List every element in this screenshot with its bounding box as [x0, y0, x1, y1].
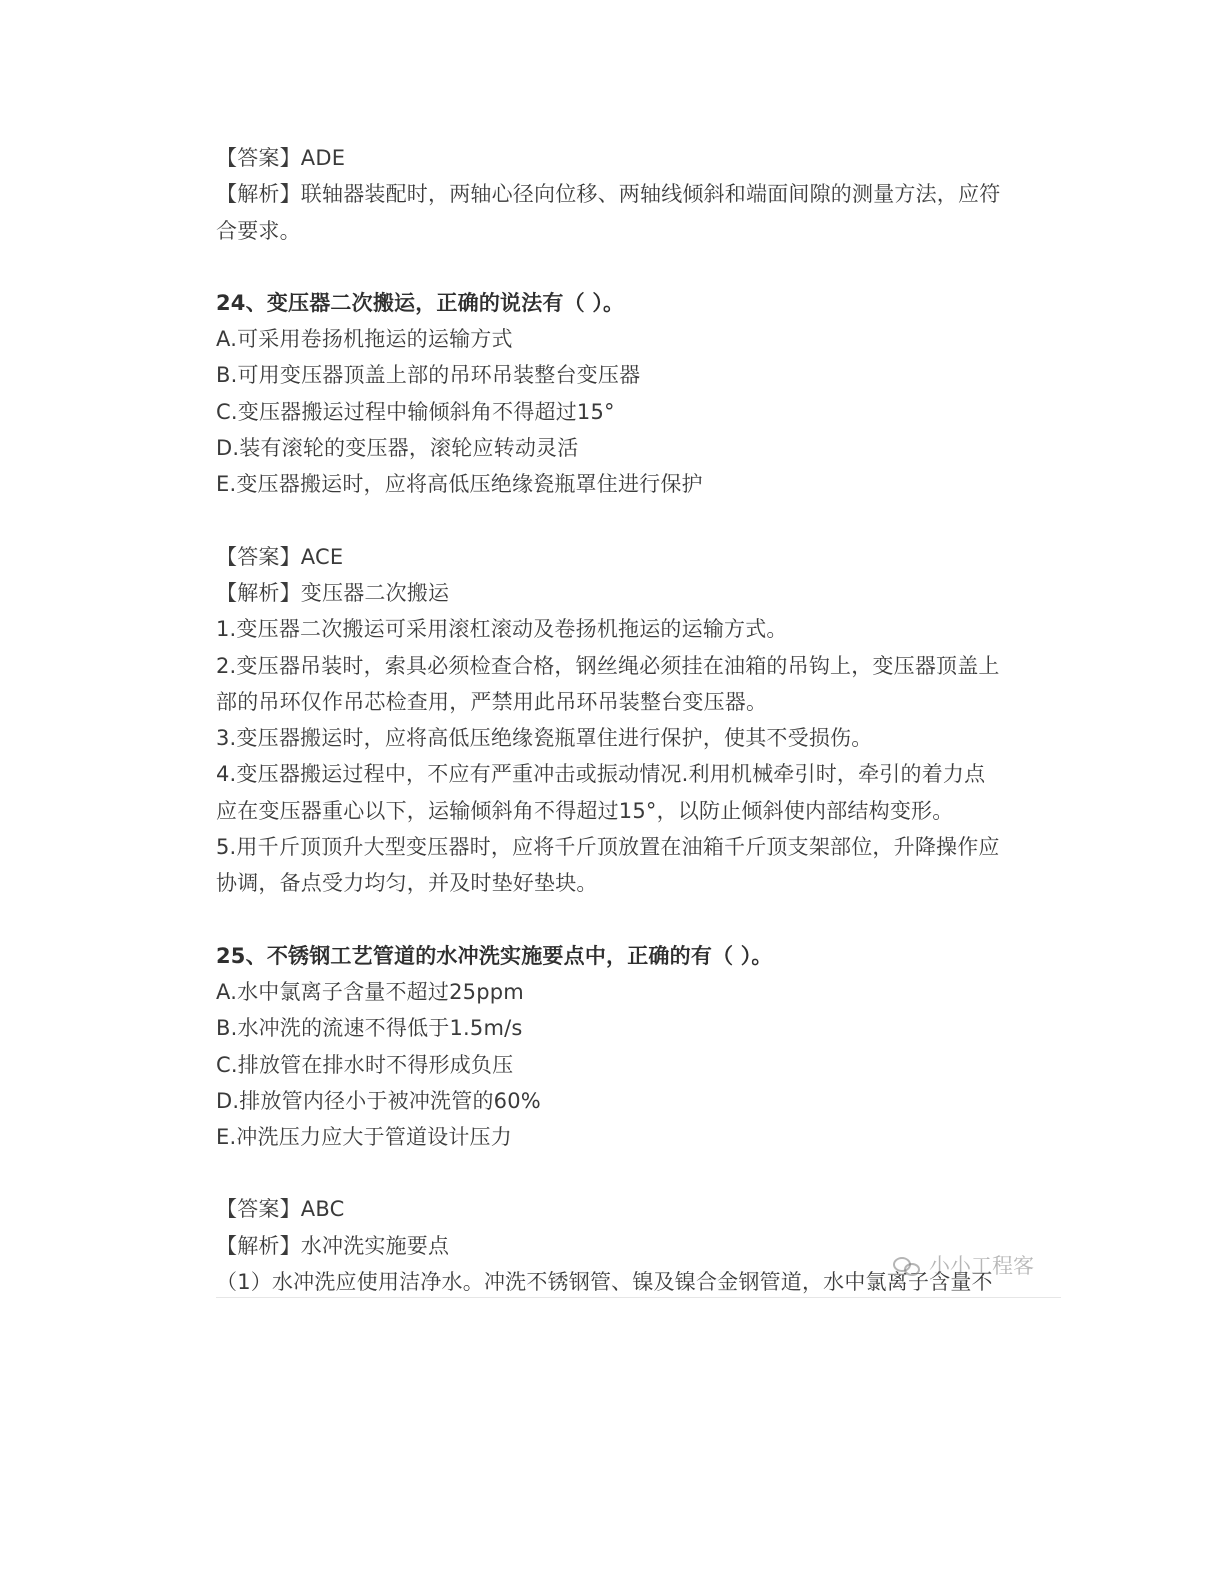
answer-23: 【答案】ADE	[216, 146, 346, 170]
analysis-24-point5-line1: 5.用千斤顶顶升大型变压器时，应将千斤顶放置在油箱千斤顶支架部位，升降操作应	[216, 835, 1000, 860]
question-25-option-c: C.排放管在排水时不得形成负压	[216, 1052, 514, 1077]
question-25-option-a: A.水中氯离子含量不超过25ppm	[216, 979, 524, 1004]
analysis-24-point2-line1: 2.变压器吊装时，索具必须检查合格，钢丝绳必须挂在油箱的吊钩上，变压器顶盖上	[216, 653, 1000, 678]
watermark-text: 小小工程客	[929, 1254, 1034, 1278]
spacer	[216, 503, 1061, 539]
answer-25: 【答案】ABC	[216, 1197, 345, 1222]
spacer	[216, 249, 1061, 285]
page-cut-divider	[216, 1297, 1061, 1298]
question-25-option-e: E.冲洗压力应大于管道设计压力	[216, 1125, 512, 1150]
answer-24: 【答案】ACE	[216, 544, 344, 569]
question-25-title: 25、不锈钢工艺管道的水冲洗实施要点中，正确的有（ ）。	[216, 943, 773, 968]
spacer	[216, 902, 1061, 938]
analysis-24-point5-line2: 协调，备点受力均匀，并及时垫好垫块。	[216, 871, 598, 896]
analysis-24-point2-line2: 部的吊环仅作吊芯检查用，严禁用此吊环吊装整台变压器。	[216, 689, 768, 714]
analysis-25-point1: （1）水冲洗应使用洁净水。冲洗不锈钢管、镍及镍合金钢管道，水中氯离子含量不	[216, 1270, 993, 1295]
wechat-icon	[893, 1255, 921, 1275]
question-25-option-d: D.排放管内径小于被冲洗管的60%	[216, 1088, 541, 1113]
question-25-option-b: B.水冲洗的流速不得低于1.5m/s	[216, 1016, 523, 1041]
question-24-option-e: E.变压器搬运时，应将高低压绝缘瓷瓶罩住进行保护	[216, 472, 703, 497]
analysis-23-line1: 【解析】联轴器装配时，两轴心径向位移、两轴线倾斜和端面间隙的测量方法，应符	[216, 182, 1001, 207]
analysis-23-line2: 合要求。	[216, 218, 301, 243]
watermark	[893, 1250, 1034, 1280]
question-24-option-d: D.装有滚轮的变压器，滚轮应转动灵活	[216, 436, 579, 461]
analysis-24-point4-line2: 应在变压器重心以下，运输倾斜角不得超过15°，以防止倾斜使内部结构变形。	[216, 798, 954, 823]
analysis-24-point1: 1.变压器二次搬运可采用滚杠滚动及卷扬机拖运的运输方式。	[216, 617, 788, 642]
analysis-24-point3: 3.变压器搬运时，应将高低压绝缘瓷瓶罩住进行保护，使其不受损伤。	[216, 726, 873, 751]
question-24-title: 24、变压器二次搬运，正确的说法有（ ）。	[216, 290, 625, 315]
question-24-option-a: A.可采用卷扬机拖运的运输方式	[216, 327, 513, 352]
question-24-option-c: C.变压器搬运过程中输倾斜角不得超过15°	[216, 399, 615, 424]
analysis-24-head: 【解析】变压器二次搬运	[216, 580, 450, 605]
analysis-24-point4-line1: 4.变压器搬运过程中，不应有严重冲击或振动情况.利用机械牵引时，牵引的着力点	[216, 762, 986, 787]
spacer	[216, 1155, 1061, 1191]
question-24-option-b: B.可用变压器顶盖上部的吊环吊装整台变压器	[216, 363, 641, 388]
analysis-25-head: 【解析】水冲洗实施要点	[216, 1233, 450, 1258]
document-body	[216, 140, 1061, 1300]
